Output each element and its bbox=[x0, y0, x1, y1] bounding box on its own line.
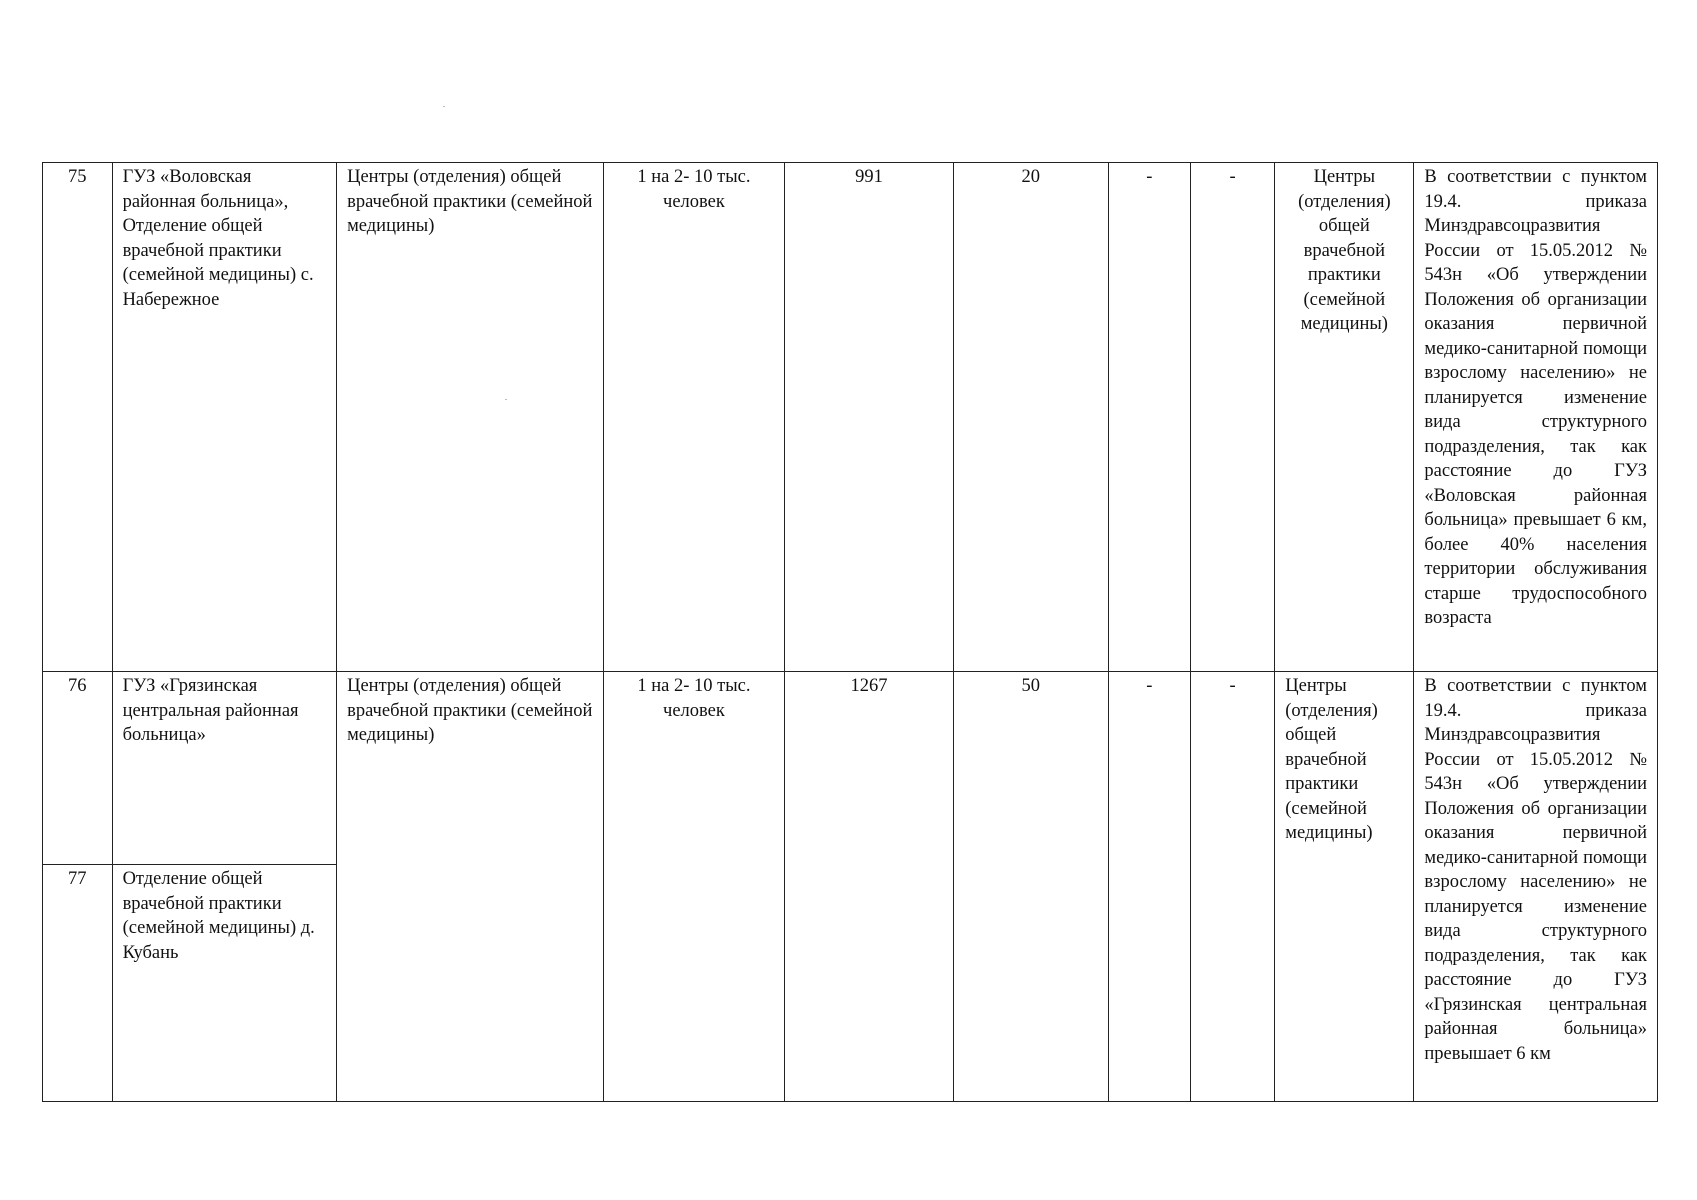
norm-cell: 1 на 2- 10 тыс. человек bbox=[603, 163, 784, 672]
distance-cell: 20 bbox=[953, 163, 1108, 672]
note-cell: В соответствии с пунктом 19.4. приказа Минздравсоцразвития России от 15.05.2012 № 543н «Об утверждении Положения об организации оказания первичной медико-санитарной помощи взрослому населению» не планируется изменение вида структурного подразделения, так как расстояние до ГУЗ «Воловская районная больница» превышает 6 км, более 40% населения территории обслуживания старше трудоспособного возраста bbox=[1414, 163, 1658, 672]
dash-cell: - bbox=[1108, 163, 1190, 672]
table-row bbox=[43, 163, 1658, 672]
table-row bbox=[43, 672, 1658, 865]
target-type-cell: Центры (отделения) общей врачебной практики (семейной медицины) bbox=[1275, 163, 1414, 672]
unit-type-cell: Центры (отделения) общей врачебной практики (семейной медицины) bbox=[337, 672, 604, 1102]
row-number: 75 bbox=[43, 163, 113, 672]
distance-cell: 50 bbox=[953, 672, 1108, 1102]
dash-cell: - bbox=[1108, 672, 1190, 1102]
dash-cell: - bbox=[1190, 163, 1274, 672]
population-cell: 991 bbox=[785, 163, 954, 672]
row-number: 77 bbox=[43, 865, 113, 1102]
organization-cell: ГУЗ «Воловская районная больница», Отделение общей врачебной практики (семейной медицины) с. Набережное bbox=[112, 163, 337, 672]
dash-cell: - bbox=[1190, 672, 1274, 1102]
norm-cell: 1 на 2- 10 тыс. человек bbox=[603, 672, 784, 1102]
row-number: 76 bbox=[43, 672, 113, 865]
organization-cell: ГУЗ «Грязинская центральная районная больница» bbox=[112, 672, 337, 865]
note-cell: В соответствии с пунктом 19.4. приказа Минздравсоцразвития России от 15.05.2012 № 543н «Об утверждении Положения об организации оказания первичной медико-санитарной помощи взрослому населению» не планируется изменение вида структурного подразделения, так как расстояние до ГУЗ «Грязинская центральная районная больница» превышает 6 км bbox=[1414, 672, 1658, 1102]
unit-type-cell: Центры (отделения) общей врачебной практики (семейной медицины) bbox=[337, 163, 604, 672]
population-cell: 1267 bbox=[785, 672, 954, 1102]
scan-speck bbox=[443, 106, 445, 107]
facilities-table bbox=[42, 162, 1658, 1102]
target-type-cell: Центры (отделения) общей врачебной практики (семейной медицины) bbox=[1275, 672, 1414, 1102]
organization-cell: Отделение общей врачебной практики (семейной медицины) д. Кубань bbox=[112, 865, 337, 1102]
